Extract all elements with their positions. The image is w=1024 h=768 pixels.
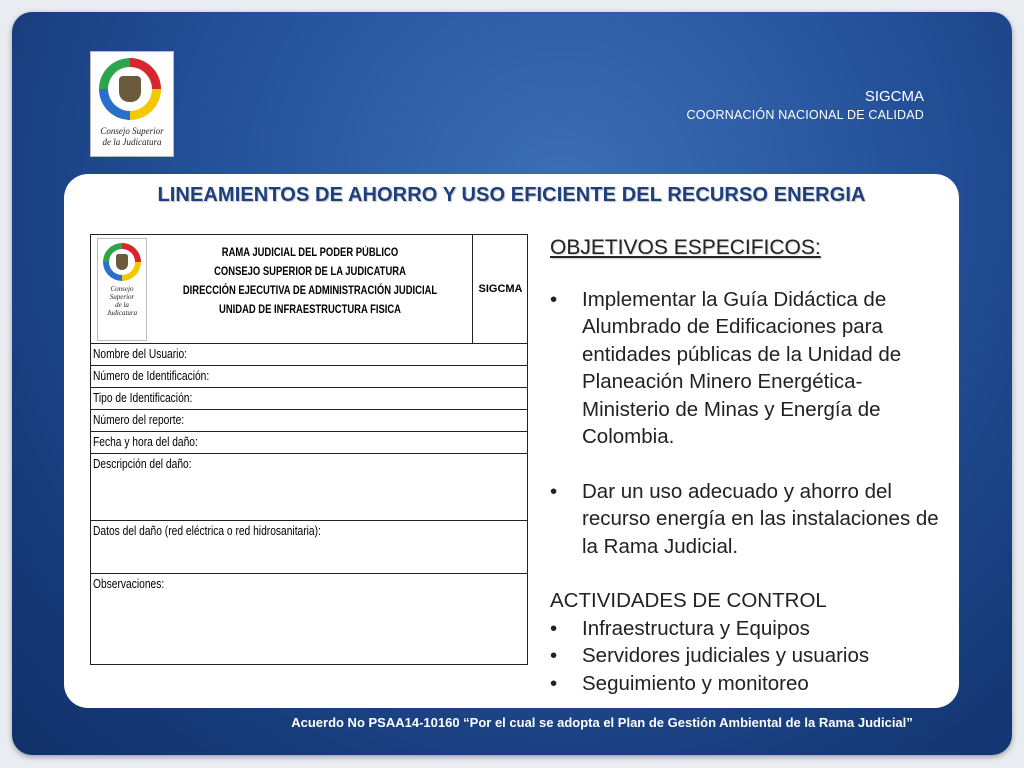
activities-list	[550, 615, 950, 698]
list-item: • Dar un uso adecuado y ahorro del recurso energía en las instalaciones de la Rama Judicial.	[550, 479, 939, 558]
footer-agreement: Acuerdo No PSAA14-10160 “Por el cual se adopta el Plan de Gestión Ambiental de la Rama Judicial”	[291, 715, 913, 730]
bullet-icon: •	[550, 644, 558, 667]
objectives-section	[550, 234, 950, 697]
form-seal-icon	[103, 243, 141, 281]
rama-judicial-logo	[90, 51, 174, 157]
org-name: SIGCMA	[864, 88, 924, 105]
field-row-numero-identificacion: Número de Identificación:	[91, 366, 527, 388]
bullet-icon: •	[550, 616, 558, 640]
damage-report-form	[90, 234, 528, 665]
org-subtitle: COORNACIÓN NACIONAL DE CALIDAD	[686, 108, 924, 122]
field-row-tipo-identificacion: Tipo de Identificación:	[91, 388, 527, 410]
field-row-descripcion: Descripción del daño:	[91, 454, 527, 521]
list-item: • Infraestructura y Equipos	[550, 615, 950, 643]
form-code: SIGCMA	[472, 235, 528, 343]
bullet-icon: •	[550, 287, 558, 311]
list-item: • Servidores judiciales y usuarios	[550, 642, 950, 670]
field-row-numero-reporte: Número del reporte:	[91, 410, 527, 432]
bullet-icon: •	[550, 671, 558, 695]
list-item: • Seguimiento y monitoreo	[550, 670, 950, 698]
coat-of-arms-seal-icon	[99, 58, 161, 120]
slide-title: LINEAMIENTOS DE AHORRO Y USO EFICIENTE DEL RECURSO ENERGIA	[157, 184, 866, 206]
bullet-icon: •	[550, 479, 558, 503]
field-row-datos-dano: Datos del daño (red eléctrica o red hidrosanitaria):	[91, 521, 527, 574]
form-header	[91, 235, 527, 344]
content-panel	[64, 174, 959, 708]
objectives-list	[550, 286, 950, 561]
form-logo: Consejo Superior de la Judicatura	[97, 238, 147, 341]
field-row-nombre: Nombre del Usuario:	[91, 344, 527, 366]
field-row-fecha-hora: Fecha y hora del daño:	[91, 432, 527, 454]
form-header-text: RAMA JUDICIAL DEL PODER PÚBLICO CONSEJO SUPERIOR DE LA JUDICATURA DIRECCIÓN EJECUTIVA DE ADMINISTRACIÓN JUDICIAL UNIDAD DE INFRAESTRUCTURA FISICA	[182, 247, 438, 316]
list-item: • Implementar la Guía Didáctica de Alumbrado de Edificaciones para entidades públicas de la Unidad de Planeación Minero Energética- Ministerio de Minas y Energía de Colombia.	[550, 287, 902, 448]
field-row-observaciones: Observaciones:	[93, 577, 165, 591]
objectives-heading: OBJETIVOS ESPECIFICOS:	[550, 236, 821, 259]
activities-heading: ACTIVIDADES DE CONTROL	[550, 589, 827, 612]
logo-caption: Consejo Superior de la Judicatura	[100, 126, 164, 147]
